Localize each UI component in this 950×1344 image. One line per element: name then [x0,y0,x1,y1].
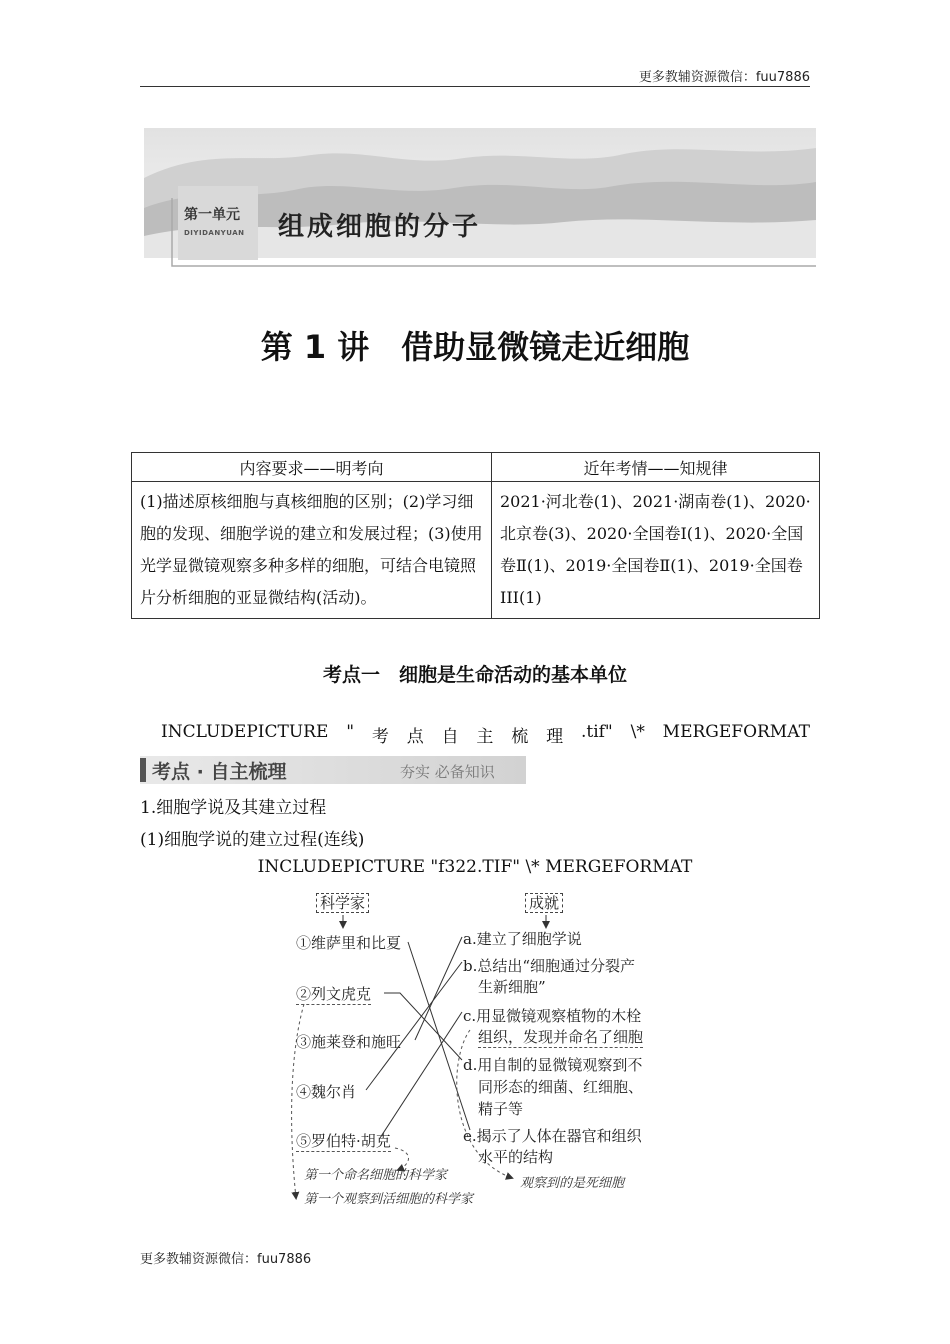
content-requirements-cell: (1)描述原核细胞与真核细胞的区别；(2)学习细胞的发现、细胞学说的建立和发展过程；(3)使用光学显微镜观察多种多样的细胞，可结合电镜照片分析细胞的亚显微结构(活动)。 [132,482,492,619]
achievement-line: d.用自制的显微镜观察到不 [463,1056,643,1074]
field-code-token: INCLUDEPICTURE [161,722,329,742]
achievement-line: 生新细胞” [478,978,546,996]
paragraph-matching-intro: (1)细胞学说的建立过程(连线) [140,830,365,850]
field-code-token: " [346,722,355,742]
review-strip-title: 考点 · 自主梳理 [152,761,287,783]
field-code-token: 梳 [511,727,529,747]
header-contact: 更多教辅资源微信：fuu7886 [638,70,810,85]
achievement-line: e.揭示了人体在器官和组织 [463,1127,642,1145]
lecture-title: 第 1 讲 借助显微镜走近细胞 [260,328,690,366]
table-header-exam: 近年考情——知规律 [492,453,820,482]
unit-pinyin: DIYIDANYUAN [184,229,245,237]
field-code-token: MERGEFORMAT [662,722,810,742]
achievement-line: 水平的结构 [478,1148,554,1166]
paragraph-cell-theory: 1.细胞学说及其建立过程 [140,798,327,818]
section-title: 考点一 细胞是生命活动的基本单位 [322,664,627,686]
scientist-item: ⑤罗伯特·胡克 [296,1132,391,1150]
scientist-item: ②列文虎克 [296,985,372,1003]
achievement-line: c.用显微镜观察植物的木栓 [463,1007,642,1025]
table-header-content: 内容要求——明考向 [132,453,492,482]
field-code-figure: INCLUDEPICTURE "f322.TIF" \* MERGEFORMAT [257,857,693,877]
achievement-line: 同形态的细菌、红细胞、 [478,1078,644,1096]
note-named-cells: 第一个命名细胞的科学家 [304,1168,448,1183]
field-code-token: 考 [371,727,389,747]
achievement-line: b.总结出“细胞通过分裂产 [463,957,636,975]
scientist-item: ①维萨里和比夏 [296,934,402,952]
diagram-header-achievements: 成就 [525,893,563,913]
match-line-3-a [415,937,462,1040]
unit-title: 组成细胞的分子 [278,212,482,242]
exam-history-cell: 2021·河北卷(1)、2021·湖南卷(1)、2020·北京卷(3)、2020·全国卷Ⅰ(1)、2020·全国卷Ⅱ(1)、2019·全国卷Ⅱ(1)、2019·全国卷III(1) [492,482,820,619]
footer-contact: 更多教辅资源微信：fuu7886 [140,1252,312,1267]
achievement-line: a.建立了细胞学说 [463,930,582,948]
field-code-token: 主 [476,727,494,747]
achievement-line: 组织，发现并命名了细胞 [478,1028,644,1046]
note-live-cells: 第一个观察到活细胞的科学家 [304,1192,474,1207]
achievement-line: 精子等 [478,1100,524,1118]
note-dead-cells: 观察到的是死细胞 [520,1176,625,1191]
review-strip-subtitle: 夯实 必备知识 [400,763,495,781]
field-code-token: 点 [406,727,424,747]
diagram-header-scientists: 科学家 [316,893,369,913]
match-line-4-b [366,962,462,1090]
field-code-token: .tif" [580,722,613,742]
field-code-token: 自 [441,727,459,747]
scientist-item: ③施莱登和施旺 [296,1033,402,1051]
scientist-item: ④魏尔肖 [296,1083,357,1101]
field-code-token: \* [630,722,645,742]
field-code-token: 理 [546,727,564,747]
unit-label: 第一单元 [184,207,240,223]
